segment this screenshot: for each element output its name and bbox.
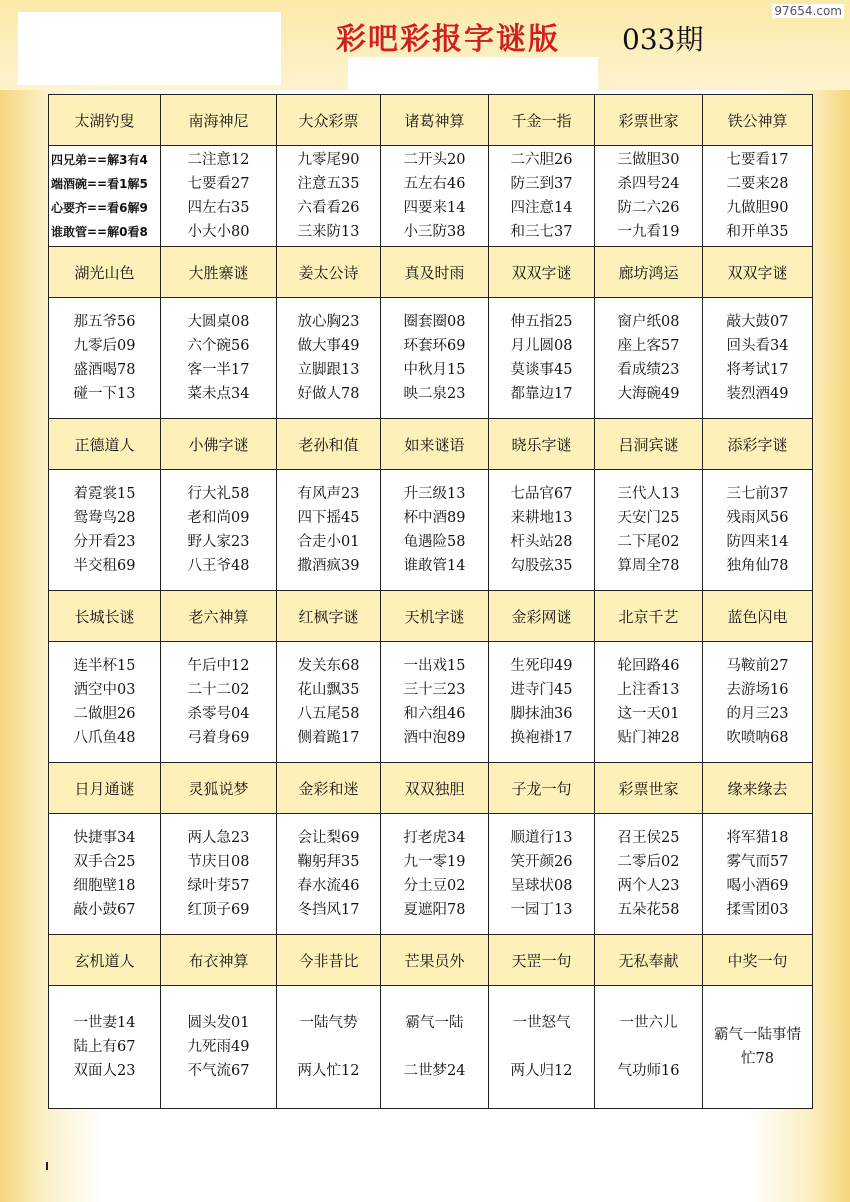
clue-cell bbox=[161, 298, 277, 419]
clue-line: 那五爷56 bbox=[73, 314, 136, 330]
author-name-cell: 双双独胆 bbox=[381, 763, 489, 814]
clue-line: 五朵花58 bbox=[617, 902, 680, 918]
author-name-cell: 铁公神算 bbox=[703, 95, 813, 146]
clue-line: 两人归12 bbox=[510, 1063, 573, 1079]
clue-line: 九做胆90 bbox=[726, 200, 789, 216]
clue-line bbox=[595, 1035, 702, 1059]
author-name-cell: 晓乐字谜 bbox=[489, 419, 595, 470]
clue-line: 小三防38 bbox=[403, 224, 466, 240]
clue-line: 二下尾02 bbox=[617, 534, 680, 550]
author-name-cell: 今非昔比 bbox=[277, 935, 381, 986]
clue-line: 顺道行13 bbox=[510, 830, 573, 846]
clue-cell bbox=[595, 642, 703, 763]
author-name-cell: 中奖一句 bbox=[703, 935, 813, 986]
clue-line: 节庆日08 bbox=[187, 854, 250, 870]
clue-line: 窗户纸08 bbox=[617, 314, 680, 330]
issue-number: 033期 bbox=[622, 23, 704, 56]
clue-line: 六个碗56 bbox=[187, 338, 250, 354]
clue-line bbox=[381, 1035, 488, 1059]
clue-line: 残雨风56 bbox=[726, 510, 789, 526]
clue-cell bbox=[595, 470, 703, 591]
clue-line: 做大事49 bbox=[297, 338, 360, 354]
author-name-cell: 金彩和迷 bbox=[277, 763, 381, 814]
clue-cell bbox=[49, 986, 161, 1109]
clue-line: 春水流46 bbox=[297, 878, 360, 894]
author-name-cell: 红枫字谜 bbox=[277, 591, 381, 642]
clue-line: 环套环69 bbox=[403, 338, 466, 354]
clue-line: 三代人13 bbox=[617, 486, 680, 502]
clue-cell bbox=[703, 298, 813, 419]
clue-cell bbox=[381, 642, 489, 763]
clue-line: 呈球状08 bbox=[510, 878, 573, 894]
clue-line: 冬挡风17 bbox=[297, 902, 360, 918]
author-name-cell: 真及时雨 bbox=[381, 247, 489, 298]
clue-line: 五左右46 bbox=[403, 176, 466, 192]
clue-cell bbox=[277, 642, 381, 763]
clue-line: 进寺门45 bbox=[510, 682, 573, 698]
author-name-cell: 太湖钓叟 bbox=[49, 95, 161, 146]
author-name-cell: 廊坊鸿运 bbox=[595, 247, 703, 298]
clue-line: 独角仙78 bbox=[726, 558, 789, 574]
clue-line: 不气流67 bbox=[187, 1063, 250, 1079]
table-bottom-edge bbox=[46, 1162, 48, 1170]
clue-line: 绿叶芽57 bbox=[187, 878, 250, 894]
clue-line: 七品官67 bbox=[510, 486, 573, 502]
clue-line: 杀四号24 bbox=[617, 176, 680, 192]
clue-line: 一园丁13 bbox=[510, 902, 573, 918]
clue-line: 四兄弟==解3有4 bbox=[51, 153, 148, 167]
clue-line: 四下摇45 bbox=[297, 510, 360, 526]
clue-line: 敲大鼓07 bbox=[726, 314, 789, 330]
blank-box-middle bbox=[348, 57, 598, 90]
clue-line: 有风声23 bbox=[297, 486, 360, 502]
clue-line: 快捷事34 bbox=[73, 830, 136, 846]
clue-cell bbox=[277, 470, 381, 591]
clue-line: 座上客57 bbox=[617, 338, 680, 354]
clue-line: 发关东68 bbox=[297, 658, 360, 674]
author-name-cell: 如来谜语 bbox=[381, 419, 489, 470]
clue-line: 好做人78 bbox=[297, 386, 360, 402]
clue-row bbox=[49, 470, 813, 591]
clue-line: 回头看34 bbox=[726, 338, 789, 354]
clue-line: 三来防13 bbox=[297, 224, 360, 240]
clue-line: 和六组46 bbox=[403, 706, 466, 722]
clue-line: 鸳鸯鸟28 bbox=[73, 510, 136, 526]
blank-box-left bbox=[18, 12, 281, 85]
clue-line: 大圆桌08 bbox=[187, 314, 250, 330]
clue-line: 二要来28 bbox=[726, 176, 789, 192]
clue-line: 生死印49 bbox=[510, 658, 573, 674]
clue-line: 贴门神28 bbox=[617, 730, 680, 746]
author-name-cell: 缘来缘去 bbox=[703, 763, 813, 814]
clue-line: 月儿圆08 bbox=[510, 338, 573, 354]
clue-row bbox=[49, 814, 813, 935]
author-name-cell: 正德道人 bbox=[49, 419, 161, 470]
clue-line: 一出戏15 bbox=[403, 658, 466, 674]
author-row bbox=[49, 591, 813, 642]
clue-row bbox=[49, 146, 813, 247]
clue-line bbox=[489, 1035, 594, 1059]
clue-line: 八爪鱼48 bbox=[73, 730, 136, 746]
clue-line: 九零后09 bbox=[73, 338, 136, 354]
clue-line: 一世妻14 bbox=[73, 1015, 136, 1031]
clue-row bbox=[49, 298, 813, 419]
clue-line: 脚抹油36 bbox=[510, 706, 573, 722]
clue-line: 三做胆30 bbox=[617, 152, 680, 168]
clue-line: 陆上有67 bbox=[73, 1039, 136, 1055]
author-name-cell: 天机字谜 bbox=[381, 591, 489, 642]
clue-cell bbox=[277, 986, 381, 1109]
clue-line: 菜未点34 bbox=[187, 386, 250, 402]
author-name-cell: 日月通谜 bbox=[49, 763, 161, 814]
clue-cell bbox=[161, 986, 277, 1109]
clue-line: 谁敢管14 bbox=[403, 558, 466, 574]
clue-line: 四左右35 bbox=[187, 200, 250, 216]
clue-line: 霸气一陆事情忙78 bbox=[714, 1027, 801, 1067]
clue-line: 放心胸23 bbox=[297, 314, 360, 330]
clue-cell bbox=[703, 146, 813, 247]
clue-line: 将考试17 bbox=[726, 362, 789, 378]
clue-line: 的月三23 bbox=[726, 706, 789, 722]
clue-line: 喝小酒69 bbox=[726, 878, 789, 894]
clue-line: 八王爷48 bbox=[187, 558, 250, 574]
clue-line: 行大礼58 bbox=[187, 486, 250, 502]
clue-line: 客一半17 bbox=[187, 362, 250, 378]
clue-line: 鞠躬拜35 bbox=[297, 854, 360, 870]
clue-line: 都靠边17 bbox=[510, 386, 573, 402]
clue-line: 侧着跪17 bbox=[297, 730, 360, 746]
clue-line: 和开单35 bbox=[726, 224, 789, 240]
clue-line: 天安门25 bbox=[617, 510, 680, 526]
clue-cell bbox=[161, 642, 277, 763]
clue-line: 野人家23 bbox=[187, 534, 250, 550]
clue-line: 八五尾58 bbox=[297, 706, 360, 722]
clue-cell bbox=[489, 642, 595, 763]
clue-line: 六看看26 bbox=[297, 200, 360, 216]
author-name-cell: 灵狐说梦 bbox=[161, 763, 277, 814]
clue-line: 二开头20 bbox=[403, 152, 466, 168]
clue-line: 雾气而57 bbox=[726, 854, 789, 870]
author-name-cell: 老孙和值 bbox=[277, 419, 381, 470]
clue-line: 装烈酒49 bbox=[726, 386, 789, 402]
clue-line: 莫谈事45 bbox=[510, 362, 573, 378]
clue-cell bbox=[277, 814, 381, 935]
author-name-cell: 玄机道人 bbox=[49, 935, 161, 986]
clue-line: 两人忙12 bbox=[297, 1063, 360, 1079]
clue-line: 去游场16 bbox=[726, 682, 789, 698]
clue-line: 杆头站28 bbox=[510, 534, 573, 550]
author-name-cell: 添彩字谜 bbox=[703, 419, 813, 470]
author-name-cell: 彩票世家 bbox=[595, 95, 703, 146]
clue-line: 来耕地13 bbox=[510, 510, 573, 526]
clue-line: 盛酒喝78 bbox=[73, 362, 136, 378]
author-name-cell: 千金一指 bbox=[489, 95, 595, 146]
clue-cell bbox=[595, 146, 703, 247]
clue-cell bbox=[49, 146, 161, 247]
clue-cell bbox=[703, 642, 813, 763]
clue-line: 二注意12 bbox=[187, 152, 250, 168]
clue-cell bbox=[489, 986, 595, 1109]
clue-line: 升三级13 bbox=[403, 486, 466, 502]
clue-line: 揉雪团03 bbox=[726, 902, 789, 918]
clue-cell bbox=[49, 642, 161, 763]
clue-line: 分土豆02 bbox=[403, 878, 466, 894]
clue-line: 一世怒气 bbox=[512, 1015, 571, 1031]
clue-line: 三七前37 bbox=[726, 486, 789, 502]
clue-line: 撒酒疯39 bbox=[297, 558, 360, 574]
clue-cell bbox=[277, 146, 381, 247]
clue-line: 和三七37 bbox=[510, 224, 573, 240]
clue-line: 上注香13 bbox=[617, 682, 680, 698]
clue-line: 七要看17 bbox=[726, 152, 789, 168]
clue-line: 圈套圈08 bbox=[403, 314, 466, 330]
clue-line: 着霓裳15 bbox=[73, 486, 136, 502]
clue-line: 七要看27 bbox=[187, 176, 250, 192]
clue-line: 三十三23 bbox=[403, 682, 466, 698]
clue-line: 笑开颜26 bbox=[510, 854, 573, 870]
clue-line: 杀零号04 bbox=[187, 706, 250, 722]
clue-line: 打老虎34 bbox=[403, 830, 466, 846]
watermark: 97654.com bbox=[774, 4, 842, 18]
clue-line: 二六胆26 bbox=[510, 152, 573, 168]
clue-line: 龟遇险58 bbox=[403, 534, 466, 550]
clue-line: 防三到37 bbox=[510, 176, 573, 192]
clue-line: 合走小01 bbox=[297, 534, 360, 550]
clue-line: 谁敢管==解0看8 bbox=[51, 225, 148, 239]
clue-line: 连半杯15 bbox=[73, 658, 136, 674]
clue-line: 马鞍前27 bbox=[726, 658, 789, 674]
clue-line: 将军猎18 bbox=[726, 830, 789, 846]
clue-line: 酒中泡89 bbox=[403, 730, 466, 746]
clue-cell bbox=[489, 470, 595, 591]
clue-cell bbox=[489, 146, 595, 247]
clue-cell bbox=[49, 814, 161, 935]
clue-line: 吹喷呐68 bbox=[726, 730, 789, 746]
clue-cell bbox=[381, 986, 489, 1109]
clue-line: 伸五指25 bbox=[510, 314, 573, 330]
author-name-cell: 小佛字谜 bbox=[161, 419, 277, 470]
clue-line: 午后中12 bbox=[187, 658, 250, 674]
author-name-cell: 老六神算 bbox=[161, 591, 277, 642]
clue-cell bbox=[161, 470, 277, 591]
clue-line: 二世梦24 bbox=[403, 1063, 466, 1079]
clue-line: 二做胆26 bbox=[73, 706, 136, 722]
author-name-cell: 诸葛神算 bbox=[381, 95, 489, 146]
clue-line: 映二泉23 bbox=[403, 386, 466, 402]
clue-line: 勾股弦35 bbox=[510, 558, 573, 574]
author-name-cell: 布衣神算 bbox=[161, 935, 277, 986]
clue-line: 端酒碗==看1解5 bbox=[51, 177, 148, 191]
clue-line: 九一零19 bbox=[403, 854, 466, 870]
clue-line: 敲小鼓67 bbox=[73, 902, 136, 918]
author-row bbox=[49, 247, 813, 298]
clue-cell bbox=[381, 298, 489, 419]
author-name-cell: 湖光山色 bbox=[49, 247, 161, 298]
clue-line: 轮回路46 bbox=[617, 658, 680, 674]
author-name-cell: 无私奉献 bbox=[595, 935, 703, 986]
clue-line: 一陆气势 bbox=[299, 1015, 358, 1031]
page-title: 彩吧彩报字谜版 bbox=[336, 22, 560, 57]
clue-line: 气功师16 bbox=[617, 1063, 680, 1079]
clue-line: 细胞壁18 bbox=[73, 878, 136, 894]
author-name-cell: 天罡一句 bbox=[489, 935, 595, 986]
clue-line: 中秋月15 bbox=[403, 362, 466, 378]
author-row bbox=[49, 935, 813, 986]
clue-line: 两个人23 bbox=[617, 878, 680, 894]
author-name-cell: 长城长谜 bbox=[49, 591, 161, 642]
clue-cell bbox=[381, 146, 489, 247]
author-name-cell: 大众彩票 bbox=[277, 95, 381, 146]
clue-cell bbox=[595, 298, 703, 419]
clue-line: 一九看19 bbox=[617, 224, 680, 240]
clue-line: 两人急23 bbox=[187, 830, 250, 846]
author-name-cell: 子龙一句 bbox=[489, 763, 595, 814]
clue-line: 九死雨49 bbox=[187, 1039, 250, 1055]
clue-cell bbox=[277, 298, 381, 419]
author-name-cell: 芒果员外 bbox=[381, 935, 489, 986]
clue-cell bbox=[161, 814, 277, 935]
clue-cell bbox=[161, 146, 277, 247]
clue-line: 二十二02 bbox=[187, 682, 250, 698]
clue-line: 算周全78 bbox=[617, 558, 680, 574]
author-name-cell: 双双字谜 bbox=[703, 247, 813, 298]
author-name-cell: 南海神尼 bbox=[161, 95, 277, 146]
clue-line: 立脚跟13 bbox=[297, 362, 360, 378]
author-name-cell: 大胜寨谜 bbox=[161, 247, 277, 298]
clue-cell bbox=[381, 814, 489, 935]
clue-cell bbox=[489, 814, 595, 935]
clue-line: 分开看23 bbox=[73, 534, 136, 550]
author-row bbox=[49, 95, 813, 146]
clue-cell bbox=[489, 298, 595, 419]
clue-line: 召王侯25 bbox=[617, 830, 680, 846]
clue-line: 老和尚09 bbox=[187, 510, 250, 526]
clue-cell bbox=[49, 470, 161, 591]
clue-line: 弓着身69 bbox=[187, 730, 250, 746]
clue-line: 红顶子69 bbox=[187, 902, 250, 918]
clue-line: 半交租69 bbox=[73, 558, 136, 574]
clue-row bbox=[49, 986, 813, 1109]
clue-line: 四注意14 bbox=[510, 200, 573, 216]
clue-line: 双面人23 bbox=[73, 1063, 136, 1079]
clue-line: 看成绩23 bbox=[617, 362, 680, 378]
clue-line: 大海碗49 bbox=[617, 386, 680, 402]
clue-line: 防二六26 bbox=[617, 200, 680, 216]
clue-line: 注意五35 bbox=[297, 176, 360, 192]
clue-line: 换袍褂17 bbox=[510, 730, 573, 746]
author-name-cell: 吕洞宾谜 bbox=[595, 419, 703, 470]
author-name-cell: 蓝色闪电 bbox=[703, 591, 813, 642]
clue-cell bbox=[703, 470, 813, 591]
clue-cell bbox=[381, 470, 489, 591]
clue-line: 会让梨69 bbox=[297, 830, 360, 846]
clue-row bbox=[49, 642, 813, 763]
clue-line: 圆头发01 bbox=[187, 1015, 250, 1031]
clue-line: 夏遮阳78 bbox=[403, 902, 466, 918]
author-name-cell: 双双字谜 bbox=[489, 247, 595, 298]
clue-cell bbox=[703, 986, 813, 1109]
author-row bbox=[49, 763, 813, 814]
author-name-cell: 彩票世家 bbox=[595, 763, 703, 814]
clue-line: 花山飘35 bbox=[297, 682, 360, 698]
clue-line bbox=[277, 1035, 380, 1059]
clue-line: 二零后02 bbox=[617, 854, 680, 870]
author-name-cell: 金彩网谜 bbox=[489, 591, 595, 642]
clue-line: 一世六儿 bbox=[619, 1015, 678, 1031]
author-row bbox=[49, 419, 813, 470]
author-name-cell: 北京千艺 bbox=[595, 591, 703, 642]
riddle-table bbox=[48, 94, 813, 1109]
clue-line: 九零尾90 bbox=[297, 152, 360, 168]
clue-line: 防四来14 bbox=[726, 534, 789, 550]
clue-line: 杯中酒89 bbox=[403, 510, 466, 526]
clue-line: 小大小80 bbox=[187, 224, 250, 240]
clue-cell bbox=[703, 814, 813, 935]
clue-line: 碰一下13 bbox=[73, 386, 136, 402]
clue-line: 四要来14 bbox=[403, 200, 466, 216]
clue-line: 霸气一陆 bbox=[405, 1015, 464, 1031]
clue-line: 这一天01 bbox=[617, 706, 680, 722]
clue-line: 双手合25 bbox=[73, 854, 136, 870]
clue-line: 洒空中03 bbox=[73, 682, 136, 698]
clue-line: 心要齐==看6解9 bbox=[51, 201, 148, 215]
clue-cell bbox=[49, 298, 161, 419]
clue-cell bbox=[595, 986, 703, 1109]
clue-cell bbox=[595, 814, 703, 935]
author-name-cell: 姜太公诗 bbox=[277, 247, 381, 298]
